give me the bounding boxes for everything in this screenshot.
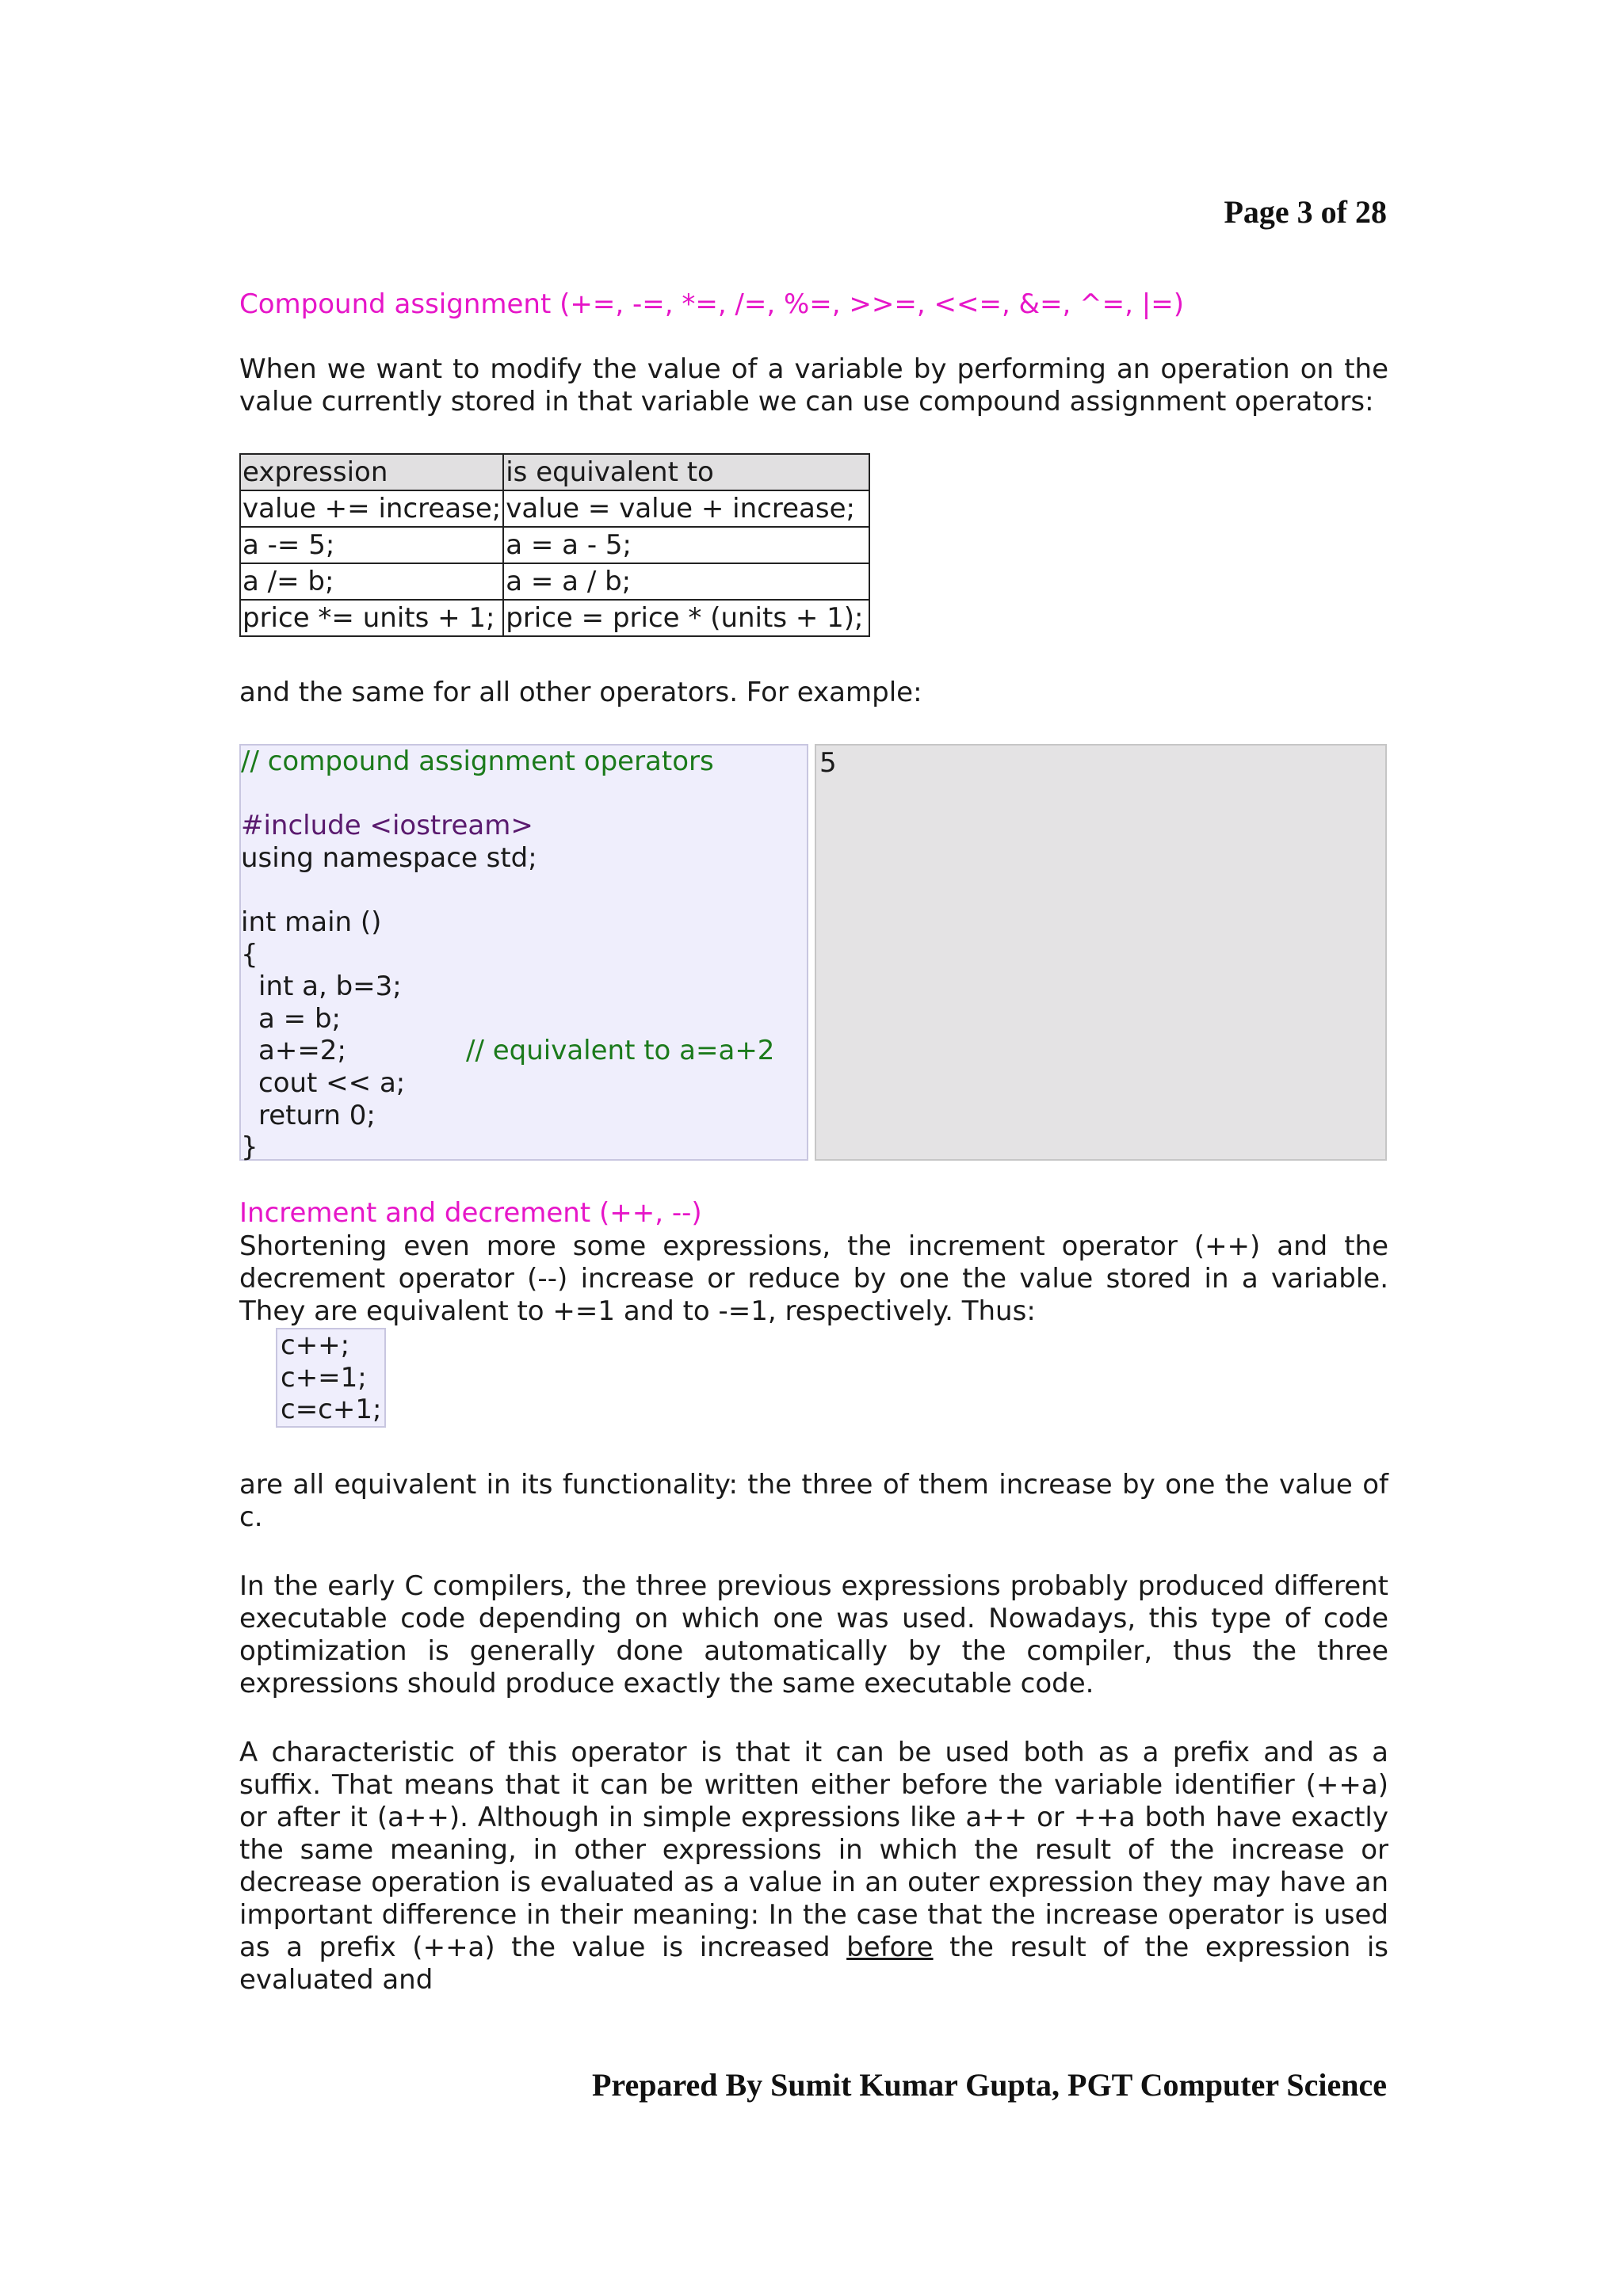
increment-code-snippet [276,1328,386,1428]
output-value: 5 [819,747,837,779]
increment-intro-paragraph: Shortening even more some expressions, the increment operator (++) and the decrement operator (--) increase or reduce by one the value stored in a variable. They are equivalent to +=1 and to -=1, respectively. Thus: [239,1230,1388,1327]
table-header-cell: is equivalent to [503,454,869,490]
equivalence-paragraph: are all equivalent in its functionality: the three of them increase by one the value of c. [239,1468,1388,1533]
code-line [241,1035,807,1067]
underlined-word: before [846,1931,934,1963]
page-number: Page 3 of 28 [1224,194,1387,230]
code-line: return 0; [258,1099,376,1131]
table-cell: value += increase; [240,490,503,527]
code-line: int a, b=3; [258,971,402,1003]
code-comment: // compound assignment operators [241,746,714,777]
paragraph-text: A characteristic of this operator is that it can be used both as a prefix and as a suffix. That means that it can be written either before the variable identifier (++a) or after it (a++). Although in simple expressions like a++ or ++a both have exactly the same meaning, in other expressions in which the result of the increase or decrease operation is evaluated as a value in an outer expression they may have an important difference in their meaning: In the case that the increase operator is used as a prefix (++a) the value is increased [239,1736,1388,1963]
table-cell: a /= b; [240,563,503,600]
code-line: cout << a; [258,1066,406,1099]
section-heading-increment-decrement: Increment and decrement (++, --) [239,1197,702,1229]
code-listing [239,744,808,1164]
compound-intro-paragraph: When we want to modify the value of a variable by performing an operation on the value currently stored in that variable we can use compound assignment operators: [239,353,1388,418]
code-line: c+=1; [281,1361,367,1394]
table-cell: price = price * (units + 1); [503,600,869,636]
code-line: using namespace std; [241,841,537,874]
table-header-row [240,454,869,490]
page-footer: Prepared By Sumit Kumar Gupta, PGT Computer Science [592,2067,1387,2103]
program-output [815,744,1387,1161]
code-comment: // equivalent to a=a+2 [466,1035,775,1067]
code-line: #include <iostream> [241,810,533,842]
page-content [239,287,1388,1997]
table-cell: a -= 5; [240,527,503,563]
table-cell: value = value + increase; [503,490,869,527]
code-line: c++; [281,1329,350,1361]
code-line: c=c+1; [281,1394,382,1426]
code-line: int main () [241,906,382,938]
code-line: } [241,1131,258,1164]
compilers-paragraph: In the early C compilers, the three previous expressions probably produced different executable code depending on which one was used. Nowadays, this type of code optimization is generally done automatically by the compiler, thus the three expressions should produce exactly the same executable code. [239,1569,1388,1699]
table-row [240,600,869,636]
section-heading-compound-assignment: Compound assignment (+=, -=, *=, /=, %=, >>=, <<=, &=, ^=, |=) [239,288,1184,320]
equivalence-table [239,453,870,637]
code-line: { [241,938,258,971]
paragraph-text: the result of the expression is evaluated and [239,1931,1388,1996]
table-cell: price *= units + 1; [240,600,503,636]
table-row [240,563,869,600]
code-example [239,744,1388,1164]
table-header-cell: expression [240,454,503,490]
table-cell: a = a - 5; [503,527,869,563]
example-lead-paragraph: and the same for all other operators. For example: [239,677,922,708]
table-cell: a = a / b; [503,563,869,600]
prefix-suffix-paragraph [239,1737,1388,1997]
code-line: a = b; [258,1002,341,1035]
code-statement: a+=2; [258,1035,346,1067]
table-row [240,490,869,527]
table-row [240,527,869,563]
